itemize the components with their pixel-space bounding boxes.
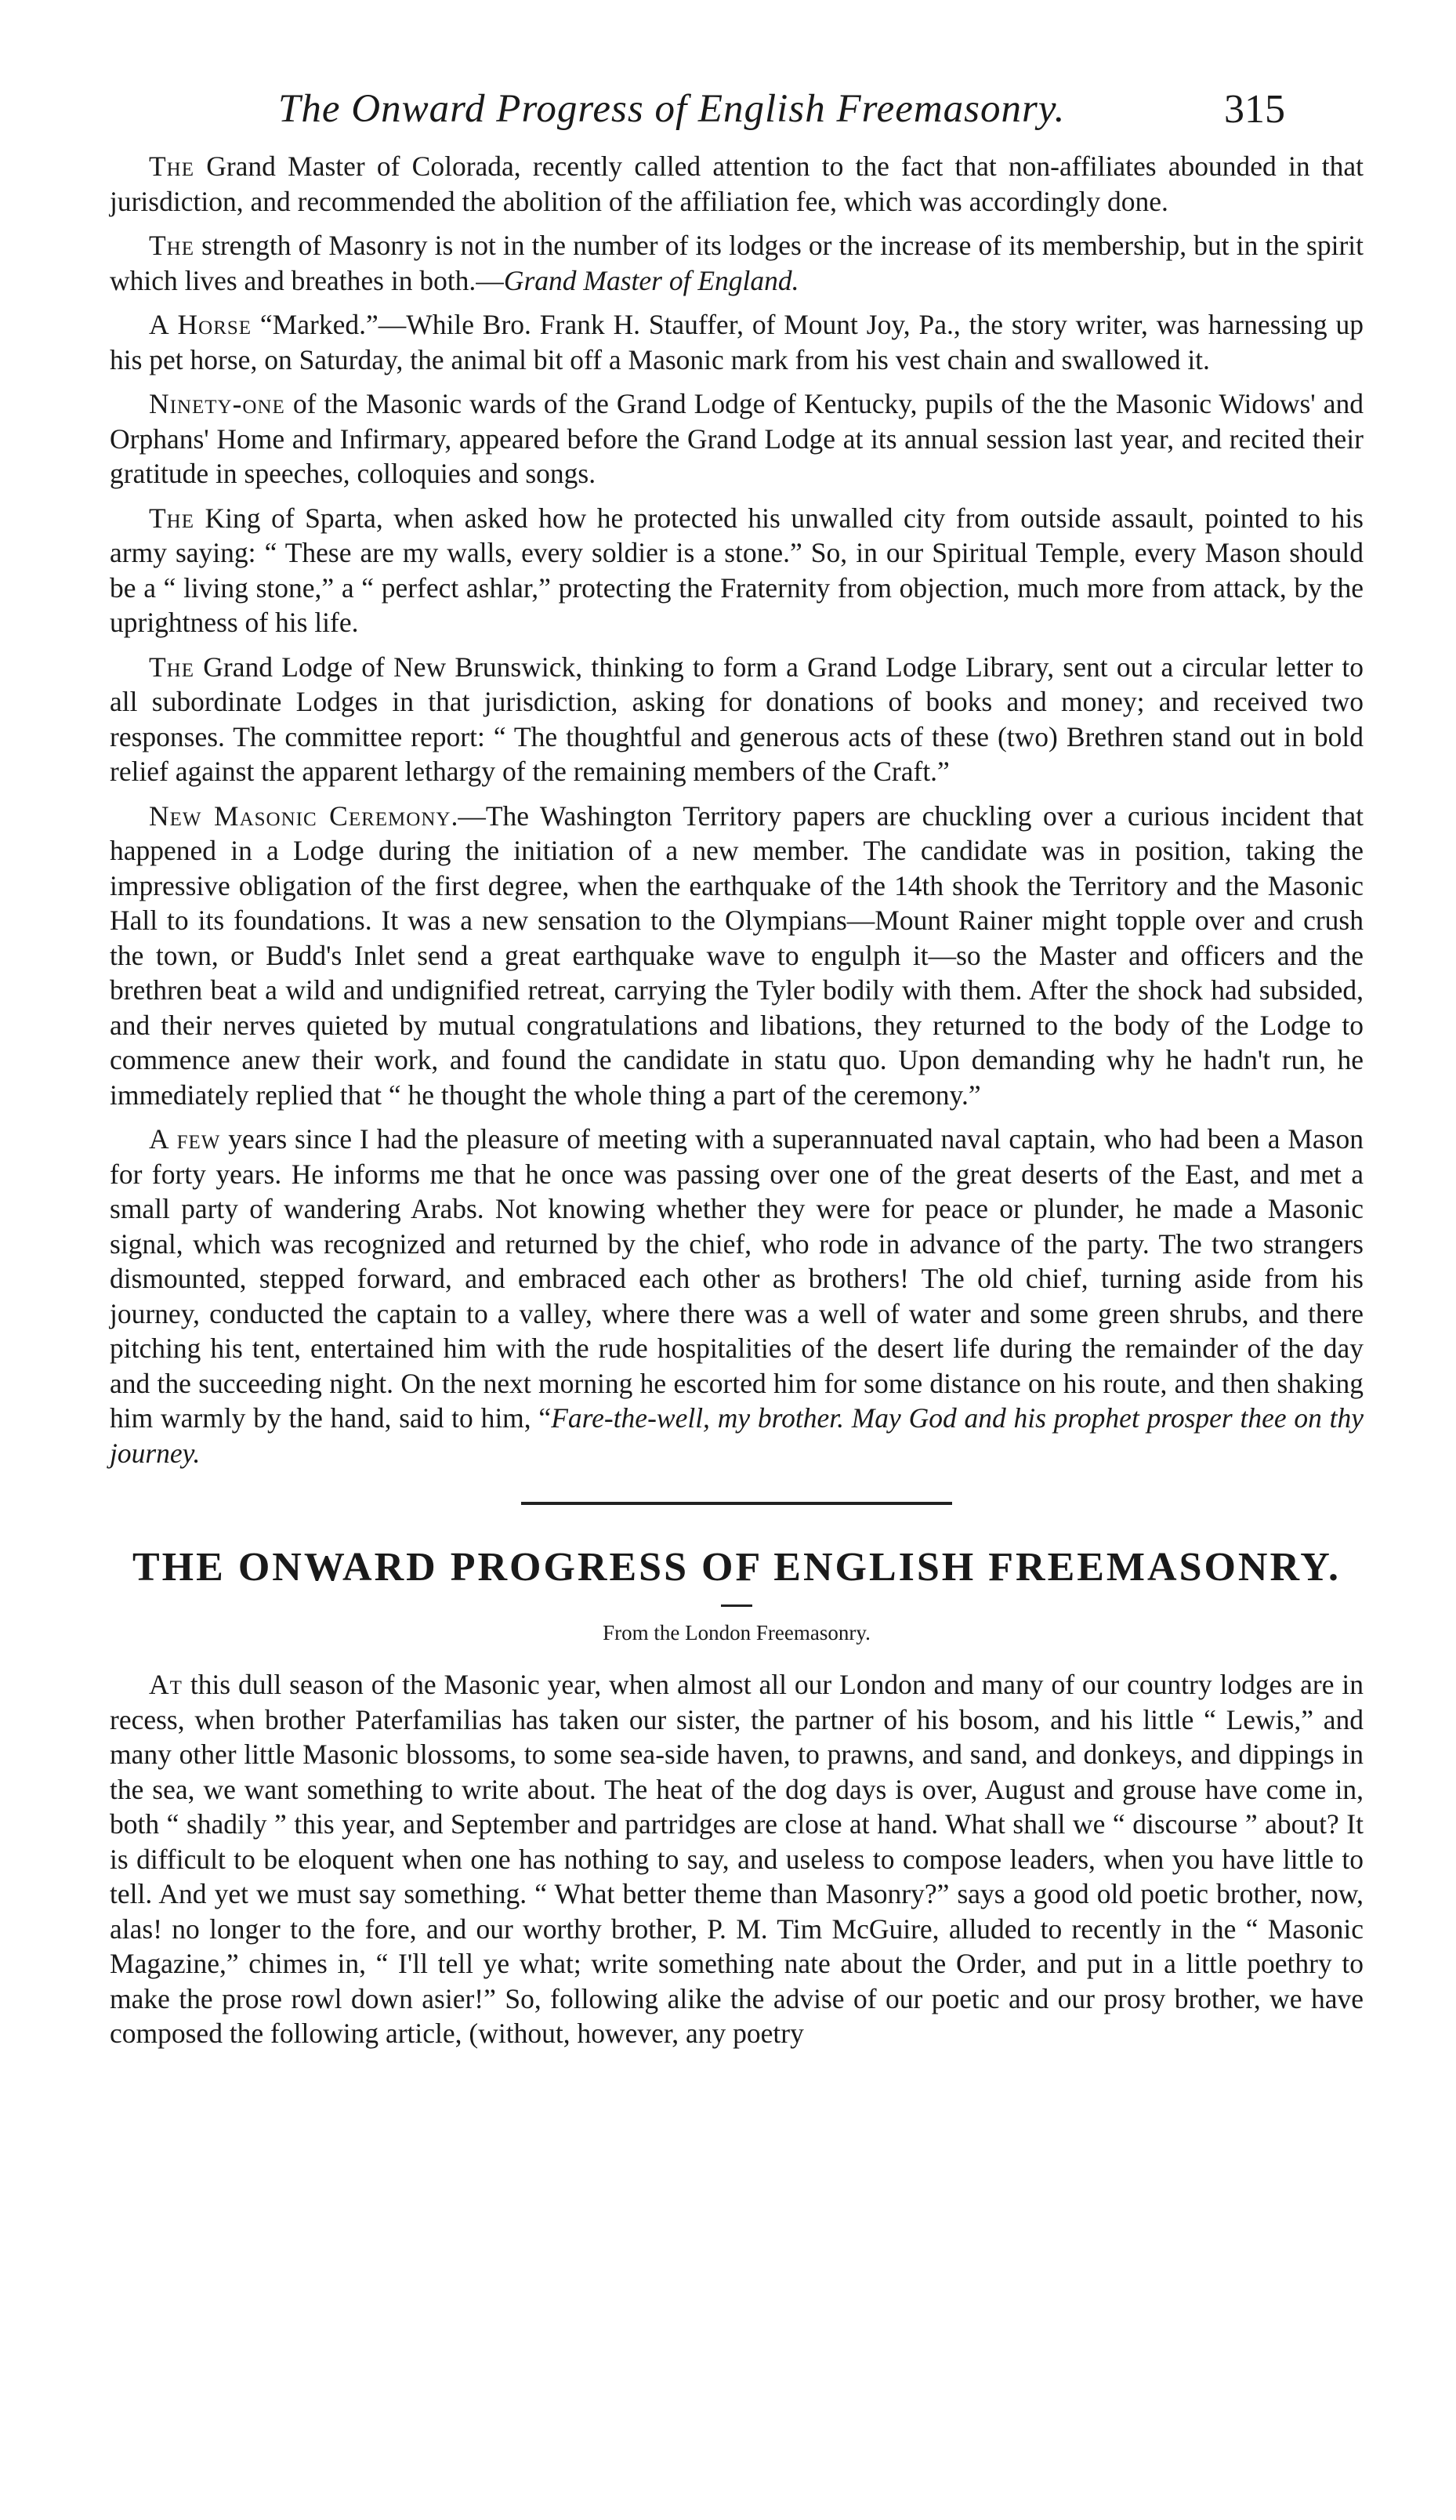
paragraph-text: this dull season of the Masonic year, when almost all our London and many of our country lodges are in recess, when brother Paterfamilias has taken our sister, the partner of his bosom, and his little “ Lewis,” and many other little Masonic blossoms, to some sea-side haven, to prawns, and sand, and donkeys, and dippings in the sea, we want something to write about. The heat of the dog days is over, August and grouse have come in, both “ shadily ” this year, and September and partridges are close at hand. What shall we “ discourse ” about? It is difficult to be eloquent when one has nothing to say, and useless to compose leaders, when you have little to tell. And yet we must say something. “ What better theme than Masonry?” says a good old poetic brother, now, alas! no longer to the fore, and our worthy brother, P. M. Tim McGuire, alluded to recently in the “ Masonic Magazine,” chimes in, “ I'll tell ye what; write something nate about the Order, and put in a little poethry to make the prose rowl down asier!” So, following alike the advise of our poetic and our prosy brother, we have composed the following article, (without, however, any poetry bbox=[110, 1669, 1364, 2049]
title-divider bbox=[721, 1604, 752, 1607]
paragraph-text: King of Sparta, when asked how he protected his unwalled city from outside assault, pointed to his army saying: “ These are my walls, every soldier is a stone.” So, in our Spiritual Temple, every Mason should be a “ living stone,” a “ perfect ashlar,” protecting the Fraternity from objection, much more from attack, by the uprightness of his life. bbox=[110, 502, 1364, 638]
book-page bbox=[110, 71, 1364, 2061]
paragraph-lead: The bbox=[149, 502, 195, 534]
paragraph-colorado bbox=[110, 149, 1364, 219]
paragraph-lead: Ninety-one bbox=[149, 388, 285, 419]
paragraph-text: “Marked.”—While Bro. Frank H. Stauffer, of Mount Joy, Pa., the story writer, was harnessing up his pet horse, on Saturday, the animal bit off a Masonic mark from his vest chain and swallowed it. bbox=[110, 309, 1364, 375]
paragraph-text: Grand Lodge of New Brunswick, thinking to form a Grand Lodge Library, sent out a circular letter to all subordinate Lodges in that jurisdiction, asking for donations of books and money; and received two responses. The committee report: “ The thoughtful and generous acts of these (two) Brethren stand out in bold relief against the apparent lethargy of the remaining members of the Craft.” bbox=[110, 651, 1364, 787]
paragraph-text: of the Masonic wards of the Grand Lodge of Kentucky, pupils of the the Masonic Widows' and Orphans' Home and Infirmary, appeared before the Grand Lodge at its annual session last year, and recited their gratitude in speeches, colloquies and songs. bbox=[110, 388, 1364, 489]
paragraph-ceremony bbox=[110, 799, 1364, 1113]
paragraph-strength bbox=[110, 228, 1364, 298]
paragraph-lead: A few bbox=[149, 1123, 221, 1155]
paragraph-lead: A Horse bbox=[149, 309, 252, 340]
page-number: 315 bbox=[1224, 87, 1285, 132]
attribution: Grand Master of England. bbox=[503, 264, 799, 296]
article-body bbox=[110, 1667, 1364, 2051]
paragraph-lead: The bbox=[149, 651, 195, 683]
paragraph-sparta bbox=[110, 501, 1364, 640]
article-source: From the London Freemasonry. bbox=[603, 1621, 871, 1644]
paragraph-kentucky bbox=[110, 386, 1364, 491]
paragraph-horse bbox=[110, 307, 1364, 377]
paragraph-lead: New Masonic Ceremony bbox=[149, 800, 451, 832]
farewell-quote: Fare-the-well, my brother. May God and his prophet prosper thee on thy journey. bbox=[110, 1402, 1364, 1469]
paragraph-lead: The bbox=[149, 230, 195, 261]
paragraph-lead: At bbox=[149, 1669, 183, 1700]
running-title: The Onward Progress of English Freemasonry. bbox=[278, 87, 1066, 131]
paragraph-lead: The bbox=[149, 150, 195, 182]
paragraph-text: strength of Masonry is not in the number of its lodges or the increase of its membership, but in the spirit which lives and breathes in both.— bbox=[110, 230, 1364, 296]
paragraph-new-brunswick bbox=[110, 650, 1364, 789]
page-header bbox=[110, 71, 1364, 149]
section-divider bbox=[521, 1502, 952, 1505]
paragraph-naval-captain bbox=[110, 1122, 1364, 1470]
paragraph-text: .—The Washington Territory papers are chuckling over a curious incident that happened in a Lodge during the initiation of a new member. The candidate was in position, taking the impressive obligation of the first degree, when the earthquake of the 14th shook the Territory and the Masonic Hall to its foundations. It was a new sensation to the Olympians—Mount Rainer might topple over and crush the town, or Budd's Inlet send a great earthquake wave to engulph it—so the Master and officers and the brethren beat a wild and undignified retreat, carrying the Tyler bodily with them. After the shock had subsided, and their nerves quieted by mutual congratulations and libations, they returned to the body of the Lodge to commence anew their work, and found the candidate in statu quo. Upon demanding why he hadn't run, he immediately replied that “ he thought the whole thing a part of the ceremony.” bbox=[110, 800, 1364, 1111]
paragraph-text: Grand Master of Colorada, recently called attention to the fact that non-affiliates abounded in that jurisdiction, and recommended the abolition of the affiliation fee, which was accordingly done. bbox=[110, 150, 1364, 217]
article-title: THE ONWARD PROGRESS OF ENGLISH FREEMASONRY. bbox=[132, 1545, 1341, 1590]
paragraph-text: years since I had the pleasure of meeting with a superannuated naval captain, who had been a Mason for forty years. He informs me that he once was passing over one of the great deserts of the East, and met a small party of wandering Arabs. Not knowing whether they were for peace or plunder, he made a Masonic signal, which was recognized and returned by the chief, who rode in advance of the party. The two strangers dismounted, stepped forward, and embraced each other as brothers! The old chief, turning aside from his journey, conducted the captain to a valley, where there was a well of water and some green shrubs, and there pitching his tent, entertained him with the rude hospitalities of the desert life during the remainder of the day and the succeeding night. On the next morning he escorted him for some distance on his route, and then shaking him warmly by the hand, said to him, “ bbox=[110, 1123, 1364, 1434]
